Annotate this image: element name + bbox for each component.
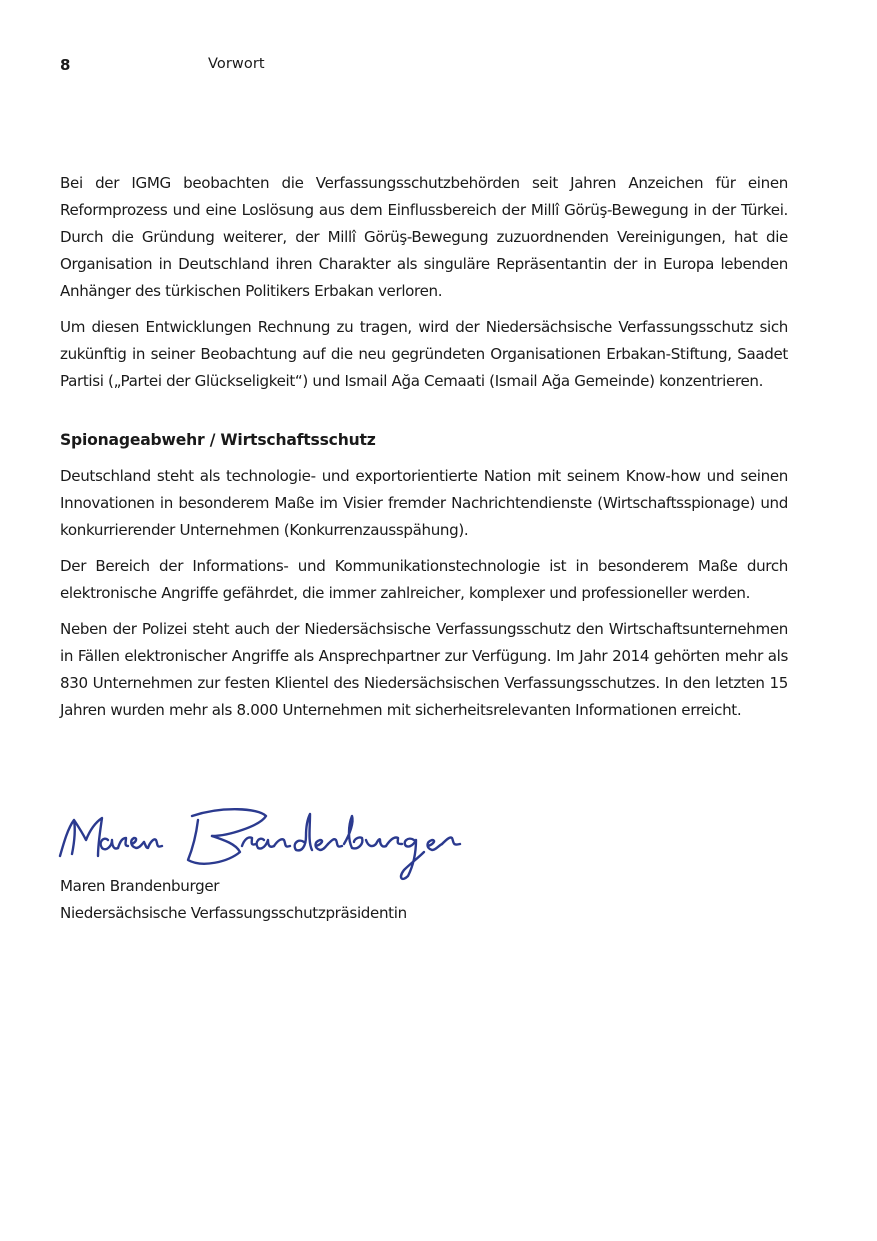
page-header <box>60 56 817 78</box>
paragraph-economic-espionage: Deutschland steht als technologie- und exportorientierte Nation mit seinem Know-how und seinen Innovationen in besonderem Maße im Visier fremder Nachrichtendienste (Wirtschaftsspionage) und konkurrierender Unternehmen (Konkurrenzausspähung). <box>60 467 788 539</box>
section-heading-counterintelligence: Spionageabwehr / Wirtschaftsschutz <box>60 431 376 449</box>
paragraph-ict-threats: Der Bereich der Informations- und Kommunikationstechnologie ist in besonderem Maße durch elektronische Angriffe gefährdet, die immer zahlreicher, komplexer und professioneller werden. <box>60 557 788 602</box>
running-title: Vorwort <box>208 56 265 72</box>
paragraph-company-support: Neben der Polizei steht auch der Niedersächsische Verfassungsschutz den Wirtschaftsunternehmen in Fällen elektronischer Angriffe als Ansprechpartner zur Verfügung. Im Jahr 2014 gehörten mehr als 830 Unternehmen zur festen Klientel des Niedersächsischen Verfassungsschutzes. In den letzten 15 Jahren wurden mehr als 8.000 Unternehmen mit sicherheitsrelevanten Informationen erreicht. <box>60 620 788 719</box>
signer-name: Maren Brandenburger <box>60 877 220 895</box>
page-number: 8 <box>60 56 71 74</box>
paragraph-igmg: Bei der IGMG beobachten die Verfassungsschutzbehörden seit Jahren Anzeichen für einen Reformprozess und eine Loslösung aus dem Einflussbereich der Millî Görüş-Bewegung in der Türkei. Durch die Gründung weiterer, der Millî Görüş-Bewegung zuzuordnenden Vereinigungen, hat die Organisation in Deutschland ihren Charakter als singuläre Repräsentantin der in Europa lebenden Anhänger des türkischen Politikers Erbakan verloren. <box>60 174 788 300</box>
signer-title: Niedersächsische Verfassungsschutzpräsidentin <box>60 904 407 922</box>
signer-block <box>60 873 407 927</box>
paragraph-observation-focus: Um diesen Entwicklungen Rechnung zu tragen, wird der Niedersächsische Verfassungsschutz sich zukünftig in seiner Beobachtung auf die neu gegründeten Organisationen Erbakan-Stiftung, Saadet Partisi („Partei der Glückseligkeit“) und Ismail Ağa Cemaati (Ismail Ağa Gemeinde) konzentrieren. <box>60 318 788 390</box>
document-body <box>60 170 788 733</box>
